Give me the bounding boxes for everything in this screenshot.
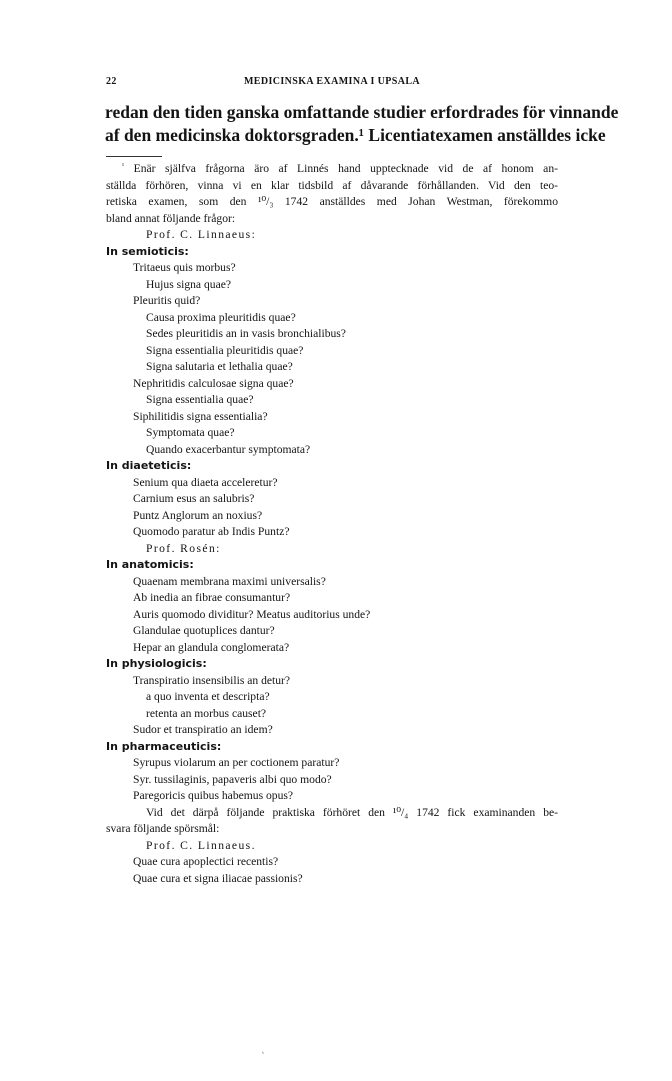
footnote-marker: ¹ [122,162,125,170]
question: retenta an morbus causet? [146,706,267,720]
question: Quando exacerbantur symptomata? [146,442,311,456]
text-line: redan den tiden ganska omfattande studier erfordrades för vinnande [105,102,619,122]
examiner-heading: Prof. C. Linnaeus: [146,228,257,241]
question: Paregoricis quibus habemus opus? [133,789,294,802]
section-heading-diaetetics: In diaeteticis: [106,459,192,472]
question: Signa essentialia quae? [146,393,254,406]
examiner-heading: Prof. Rosén: [146,541,221,555]
question: Sudor et transpiratio an idem? [133,723,273,736]
question: Tritaeus quis morbus? [133,261,236,274]
question: Siphilitidis signa essentialia? [133,409,268,423]
footnote [106,161,558,887]
question: Nephritidis calculosae signa quae? [133,376,294,390]
footnote-line: bland annat följande frågor: [106,211,236,225]
footnote-divider [106,156,162,157]
footnote-line: Vid det därpå följande praktiska förhöret den ¹⁰/₄ 1742 fick examinanden be- [146,805,558,819]
question: Quae cura et signa iliacae passionis? [133,871,303,885]
question: Pleuritis quid? [133,294,201,307]
running-title: MEDICINSKA EXAMINA I UPSALA [243,76,421,87]
page-header [106,76,558,90]
question: Sedes pleuritidis an in vasis bronchialibus? [146,327,346,340]
question: a quo inventa et descripta? [146,690,270,703]
question: Glandulae quotuplices dantur? [133,624,275,637]
question: Hepar an glandula conglomerata? [133,640,290,654]
question: Puntz Anglorum an noxius? [133,508,263,522]
section-heading-pharmaceutics: In pharmaceuticis: [106,739,222,753]
question: Signa salutaria et lethalia quae? [146,360,293,373]
print-mark: ˛ [262,1045,265,1054]
footnote-line: $^{^1}$ Enär själfva frågorna äro af Linnés hand upptecknade vid de af honom an- [122,162,558,175]
section-heading-anatomics: In anatomicis: [106,558,194,571]
section-heading-semiotics: In semioticis: [106,244,189,258]
footnote-line: ställda förhören, vinna vi en klar tidsbild af dåvarande förhållanden. Vid den teo- [106,178,558,192]
question: Signa essentialia pleuritidis quae? [146,343,304,357]
question: Senium qua diaeta acceleretur? [133,475,278,489]
question: Carnium esus an salubris? [133,492,255,505]
examiner-heading: Prof. C. Linnaeus. [146,838,256,852]
section-heading-physiologics: In physiologicis: [106,657,207,670]
question: Quae cura apoplectici recentis? [133,855,279,868]
question: Quaenam membrana maximi universalis? [133,574,326,588]
footnote-line: retiska examen, som den ¹⁰/₃ 1742 anställdes med Johan Westman, förekommo [106,195,558,208]
question: Quomodo paratur ab Indis Puntz? [133,525,290,538]
question: Ab inedia an fibrae consumantur? [133,591,291,604]
question: Causa proxima pleuritidis quae? [146,310,296,324]
question: Syrupus violarum an per coctionem paratur? [133,756,340,769]
question: Symptomata quae? [146,426,235,439]
question: Transpiratio insensibilis an detur? [133,673,291,687]
question: Auris quomodo dividitur? Meatus auditorius unde? [133,607,371,621]
question: Hujus signa quae? [146,277,232,291]
text-line: af den medicinska doktorsgraden.¹ Licentiatexamen anställdes icke [105,125,606,145]
question: Syr. tussilaginis, papaveris albi quo modo? [133,772,332,786]
page-number: 22 [106,76,117,87]
footnote-line: svara följande spörsmål: [106,822,220,835]
main-text [105,101,619,147]
